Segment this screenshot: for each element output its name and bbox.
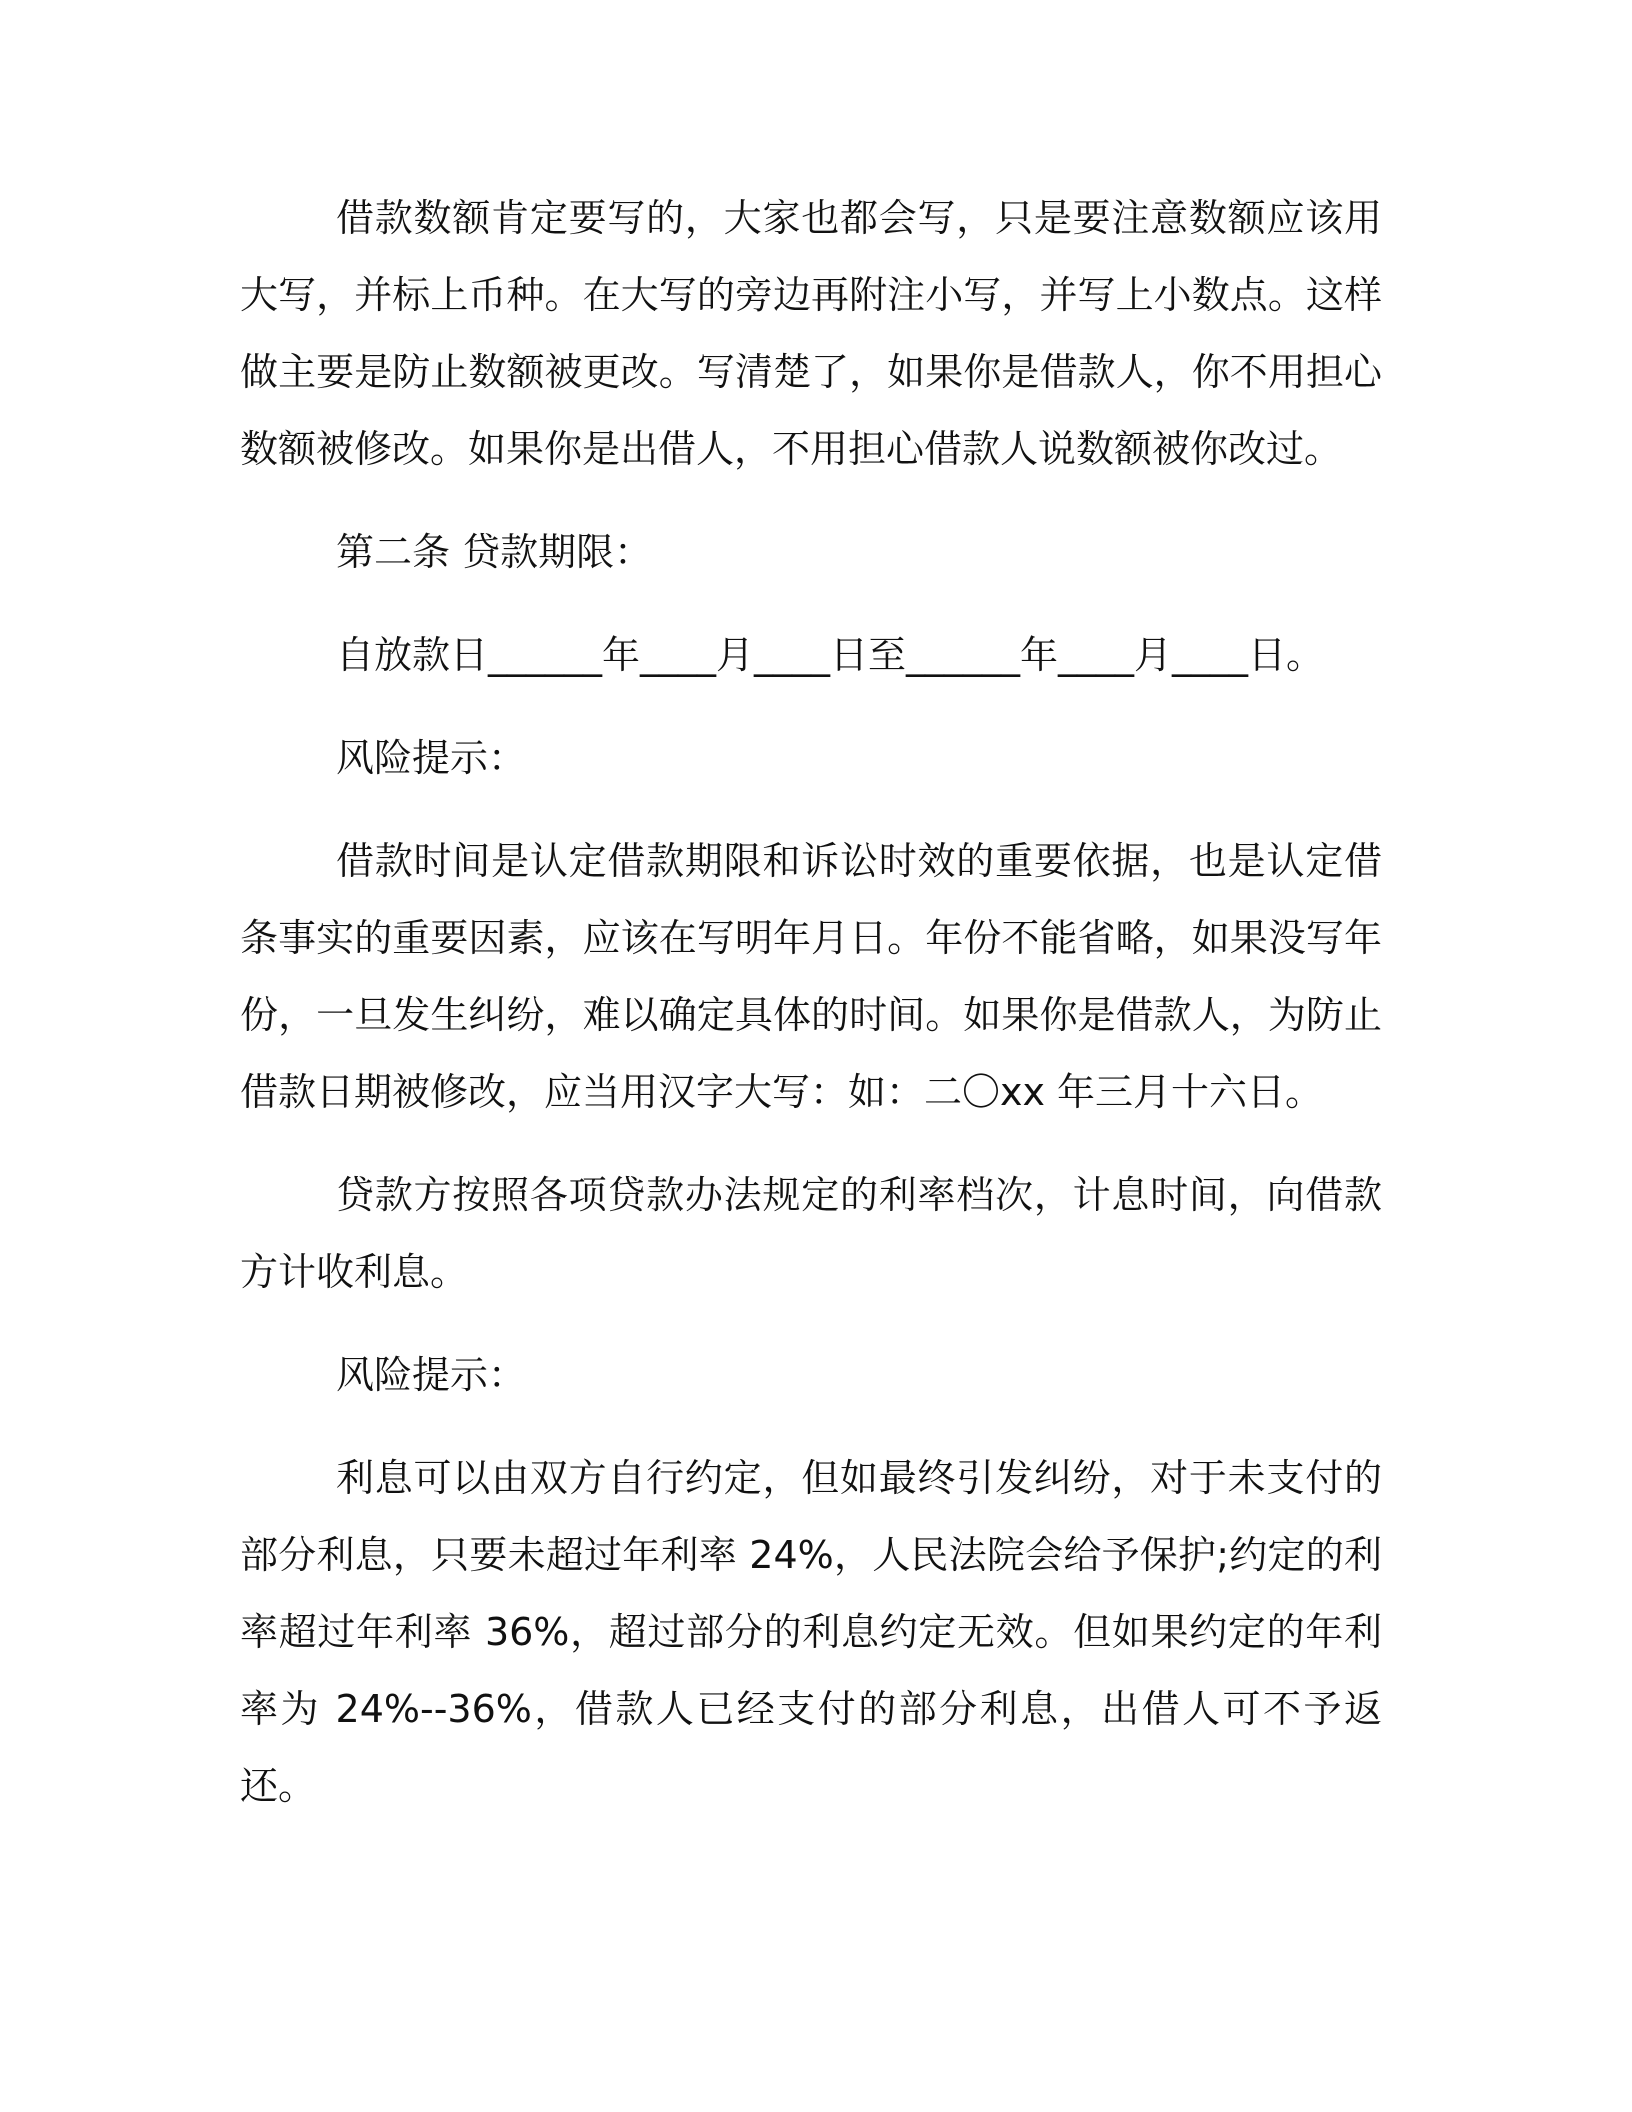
risk-notice-heading: 风险提示： [336,736,527,780]
paragraph-interest-rate: 贷款方按照各项贷款办法规定的利率档次，计息时间，向借款方计收利息。 [240,1173,1382,1294]
risk-notice-heading-2: 风险提示： [336,1353,527,1397]
document-page [240,180,1382,1851]
paragraph-interest-limits: 利息可以由双方自行约定，但如最终引发纠纷，对于未支付的部分利息，只要未超过年利率 24%，人民法院会给予保护;约定的利率超过年利率 36%，超过部分的利息约定无效。但如果约定的年利率为 24%--36%，借款人已经支付的部分利息，出借人可不予返还。 [240,1456,1382,1808]
paragraph-loan-date-blanks: 自放款日______年____月____日至______年____月____日。 [336,633,1325,677]
paragraph-loan-time: 借款时间是认定借款期限和诉讼时效的重要依据，也是认定借条事实的重要因素，应该在写明年月日。年份不能省略，如果没写年份，一旦发生纠纷，难以确定具体的时间。如果你是借款人，为防止借款日期被修改，应当用汉字大写：如：二〇xx 年三月十六日。 [240,839,1382,1114]
section-heading-loan-term: 第二条 贷款期限： [336,530,653,574]
paragraph-loan-amount: 借款数额肯定要写的，大家也都会写，只是要注意数额应该用大写，并标上币种。在大写的旁边再附注小写，并写上小数点。这样做主要是防止数额被更改。写清楚了，如果你是借款人，你不用担心数额被修改。如果你是出借人，不用担心借款人说数额被你改过。 [240,196,1382,471]
